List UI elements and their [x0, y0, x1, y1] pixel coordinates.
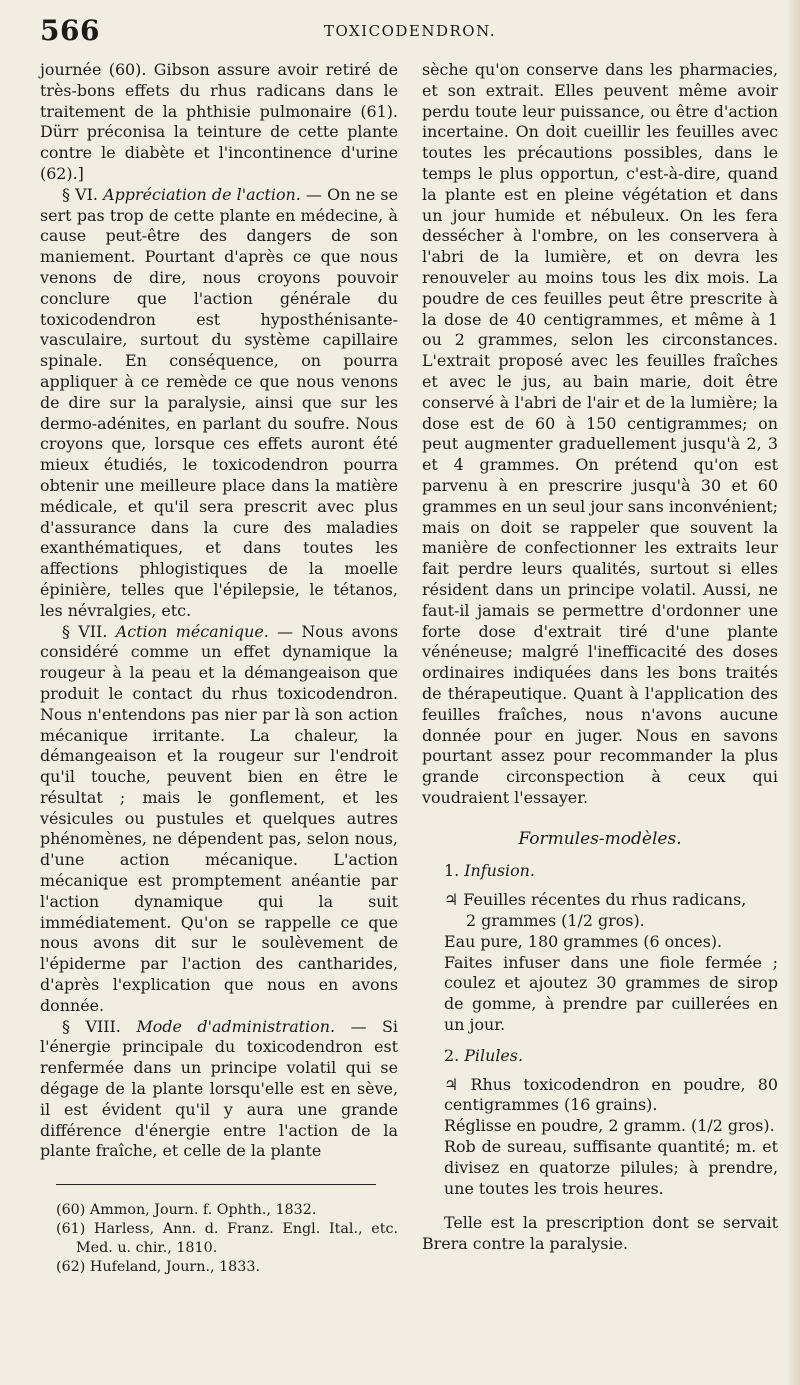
footnote-62: (62) Hufeland, Journ., 1833. — [56, 1259, 261, 1276]
running-title: TOXICODENDRON. — [323, 22, 497, 40]
page-header — [40, 14, 780, 54]
formula-2-heading — [422, 1046, 778, 1067]
formula-1-line-2: Eau pure, 180 grammes (6 onces). — [444, 931, 723, 951]
formula-2-line-2: Réglisse en poudre, 2 gramm. (1/2 gros). — [444, 1116, 775, 1136]
section-7-text: — Nous avons considéré comme un effet dynamique la rougeur à la peau et la démangeaison que produit le contact du rhus toxicodendron. Nous n'entendons pas nier par là son action mécanique irritante. La chaleur, la démangeaison et la rougeur sur l'endroit qu'il touche, peuvent bien en être le résultat ; mais le gonflement, et les vésicules ou pustules et quelques autres phénomènes, ne dépendent pas, selon nous, d'une action mécanique. L'action mécanique est promptement anéantie par l'action dynamique qui la suit immédiatement. Qu'on se rappelle ce que nous avons dit sur le soulèvement de l'épiderme par l'action des cantharides, d'après l'explication que nous en avons donnée. — [40, 621, 399, 1015]
formula-1-line-1: ♃ Feuilles récentes du rhus radicans, — [444, 890, 747, 910]
section-6-title: Appréciation de l'action. — [103, 184, 301, 204]
formula-1-line-1b: 2 grammes (1/2 gros). — [466, 911, 645, 931]
formula-1-title: Infusion. — [464, 861, 535, 881]
formula-1 — [422, 890, 778, 1036]
formula-2-line-3: Rob de sureau, suffisante quantité; m. et divisez en quatorze pilules; à prendre, une toutes les trois heures. — [444, 1137, 778, 1198]
formula-2-number: 2. — [444, 1045, 460, 1065]
section-7-title: Action mécanique. — [115, 621, 269, 641]
footnote-60: (60) Ammon, Journ. f. Ophth., 1832. — [56, 1202, 317, 1219]
formula-1-heading — [422, 861, 778, 882]
formula-1-number: 1. — [444, 861, 460, 881]
page-number: 566 — [40, 14, 100, 47]
section-6-number: § VI. — [62, 184, 98, 204]
footnote-61: (61) Harless, Ann. d. Franz. Engl. Ital., etc. Med. u. chir., 1810. — [56, 1221, 398, 1257]
left-column — [40, 60, 398, 1277]
section-8 — [40, 1017, 398, 1163]
section-8-number: § VIII. — [62, 1016, 121, 1036]
paragraph-continued: sèche qu'on conserve dans les pharmacies, et son extrait. Elles peuvent même avoir perdu toute leur puissance, ou être d'action incertaine. On doit cueillir les feuilles avec toutes les précautions possibles, dans le temps le plus opportun, c'est-à-dire, quand la plante est en pleine végétation et dans un jour humide et nébuleux. On les fera dessécher à l'ombre, on les conservera à l'abri de la lumière, et on devra les renouveler au moins tous les dix mois. La poudre de ces feuilles peut être prescrite à la dose de 40 centigrammes, et même à 1 ou 2 grammes, selon les circonstances. L'extrait proposé avec les feuilles fraîches et avec le jus, au bain marie, doit être conservé à l'abri de l'air et de la lumière; la dose est de 60 à 150 centigrammes; on peut augmenter graduellement jusqu'à 2, 3 et 4 grammes. On prétend qu'on est parvenu à en prescrire jusqu'à 30 et 60 grammes en un seul jour sans inconvénient; mais on doit se rappeler que souvent la manière de confectionner les extraits leur fait perdre leurs qualités, surtout si elles résident dans un principe volatil. Aussi, ne faut-il jamais se permettre d'ordonner une forte dose d'extrait tiré d'une plante vénéneuse; malgré l'inefficacité des doses ordinaires indiquées dans les bons traités de thérapeutique. Quant à l'application des feuilles fraîches, nous n'avons aucune donnée pour en juger. Nous en savons pourtant assez pour recommander la plus grande circonspection à ceux qui voudraient l'essayer. — [422, 60, 778, 807]
formula-2-line-1: ♃ Rhus toxicodendron en poudre, 80 centigrammes (16 grains). — [444, 1074, 778, 1115]
section-7 — [40, 622, 398, 1017]
formula-2 — [422, 1075, 778, 1200]
formula-2-title: Pilules. — [464, 1045, 524, 1065]
footnote-separator — [56, 1184, 376, 1185]
section-6 — [40, 185, 398, 622]
section-8-title: Mode d'administration. — [136, 1016, 335, 1036]
section-6-text: — On ne se sert pas trop de cette plante en médecine, à cause peut-être des dangers de son maniement. Pourtant d'après ce que nous venons de dire, nous croyons pouvoir conclure que l'action générale du toxicodendron est hyposthénisante-vasculaire, surtout du système capillaire spinale. En conséquence, on pourra appliquer à ce remède ce que nous venons de dire sur la paralysie, ainsi que sur les dermo-adénites, en parlant du soufre. Nous croyons que, lorsque ces effets auront été mieux étudiés, le toxicodendron pourra obtenir une meilleure place dans la matière médicale, et qu'il sera prescrit avec plus d'assurance dans la cure des maladies exanthématiques, et dans toutes les affections phlogistiques de la moelle épinière, telles que l'épilepsie, le tétanos, les névralgies, etc. — [40, 184, 398, 620]
section-8-text: — Si l'énergie principale du toxicodendron est renfermée dans un principe volatil qui se dégage de la plante lorsqu'elle est en sève, il est évident qu'il y aura une grande différence d'énergie entre l'action de la plante fraîche, et celle de la plante — [40, 1016, 398, 1161]
section-7-number: § VII. — [62, 621, 108, 641]
right-column — [422, 60, 778, 1255]
paragraph-intro: journée (60). Gibson assure avoir retiré de très-bons effets du rhus radicans dans le traitement de la phthisie pulmonaire (61). Dürr préconisa la teinture de cette plante contre le diabète et l'incontinence d'urine (62).] — [40, 60, 398, 183]
page-edge-shadow — [786, 0, 800, 1385]
formules-heading: Formules-modèles. — [518, 828, 682, 849]
closing-paragraph: Telle est la prescription dont se servait Brera contre la paralysie. — [422, 1213, 778, 1254]
formula-1-line-3: Faites infuser dans une fiole fermée ; coulez et ajoutez 30 grammes de sirop de gomme, à prendre par cuillerées en un jour. — [444, 952, 778, 1035]
